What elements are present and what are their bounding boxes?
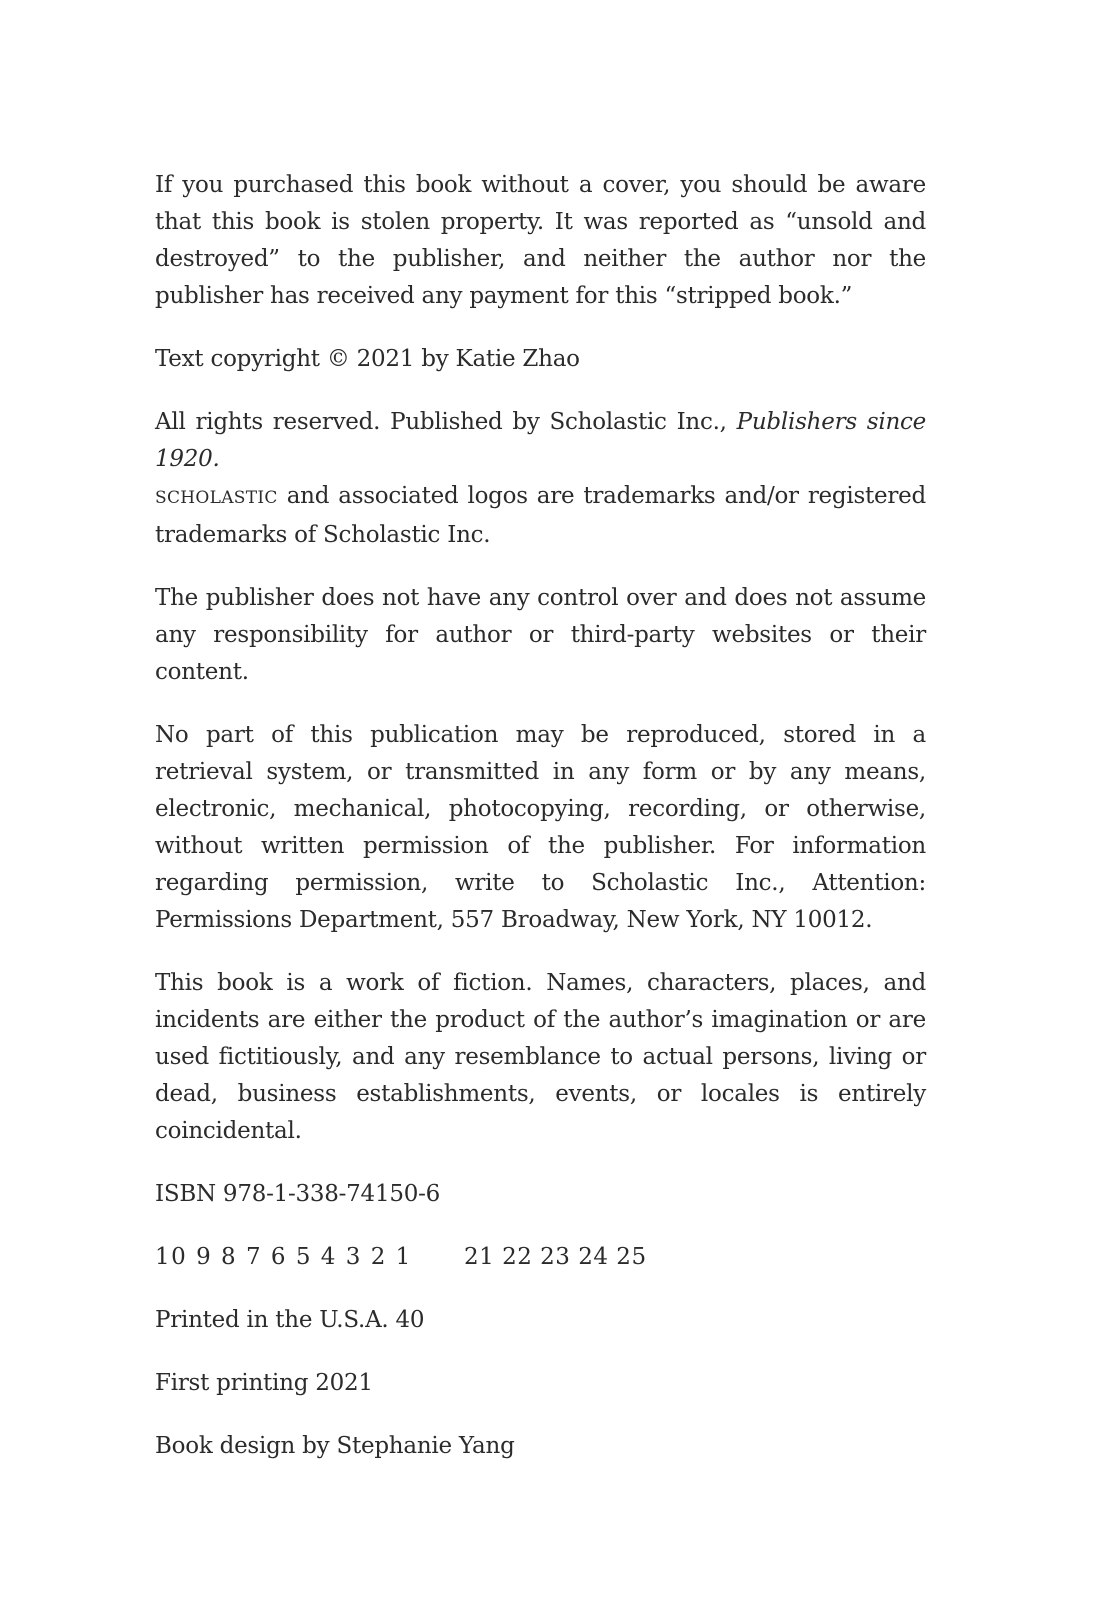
scholastic-brand: SCHOLASTIC (155, 488, 278, 508)
trademark-text: and associated logos are trademarks and/or registered trademarks of Scholastic Inc. (155, 483, 926, 548)
printing-line (155, 1239, 926, 1276)
printing-numbers: 10 9 8 7 6 5 4 3 2 1 (155, 1244, 412, 1270)
printed-in: Printed in the U.S.A. 40 (155, 1307, 425, 1333)
first-printing: First printing 2021 (155, 1370, 373, 1396)
stripped-book-notice: If you purchased this book without a cover, you should be aware that this book is stolen property. It was reported as “unsold and destroyed” to the publisher, and neither the author nor the publisher has received any payment for this “stripped book.” (155, 172, 926, 309)
copyright-line: Text copyright © 2021 by Katie Zhao (155, 346, 580, 372)
book-design-credit: Book design by Stephanie Yang (155, 1433, 515, 1459)
fiction-notice: This book is a work of fiction. Names, characters, places, and incidents are either the product of the author’s imagination or are used fictitiously, and any resemblance to actual persons, living or dead, business establishments, events, or locales is entirely coincidental. (155, 970, 926, 1144)
websites-disclaimer: The publisher does not have any control over and does not assume any responsibility for author or third-party websites or their content. (155, 585, 926, 685)
publishers-since: Publishers since 1920. (155, 409, 927, 472)
copyright-text-block (155, 167, 926, 1491)
rights-paragraph (155, 404, 926, 554)
reproduction-notice: No part of this publication may be reproduced, stored in a retrieval system, or transmitted in any form or by any means, electronic, mechanical, photocopying, recording, or otherwise, without written permission of the publisher. For information regarding permission, write to Scholastic Inc., Attention: Permissions Department, 557 Broadway, New York, NY 10012. (155, 722, 926, 933)
rights-published-by: All rights reserved. Published by Scholastic Inc., (155, 409, 737, 435)
printing-years: 21 22 23 24 25 (464, 1244, 647, 1270)
isbn: ISBN 978-1-338-74150-6 (155, 1181, 440, 1207)
